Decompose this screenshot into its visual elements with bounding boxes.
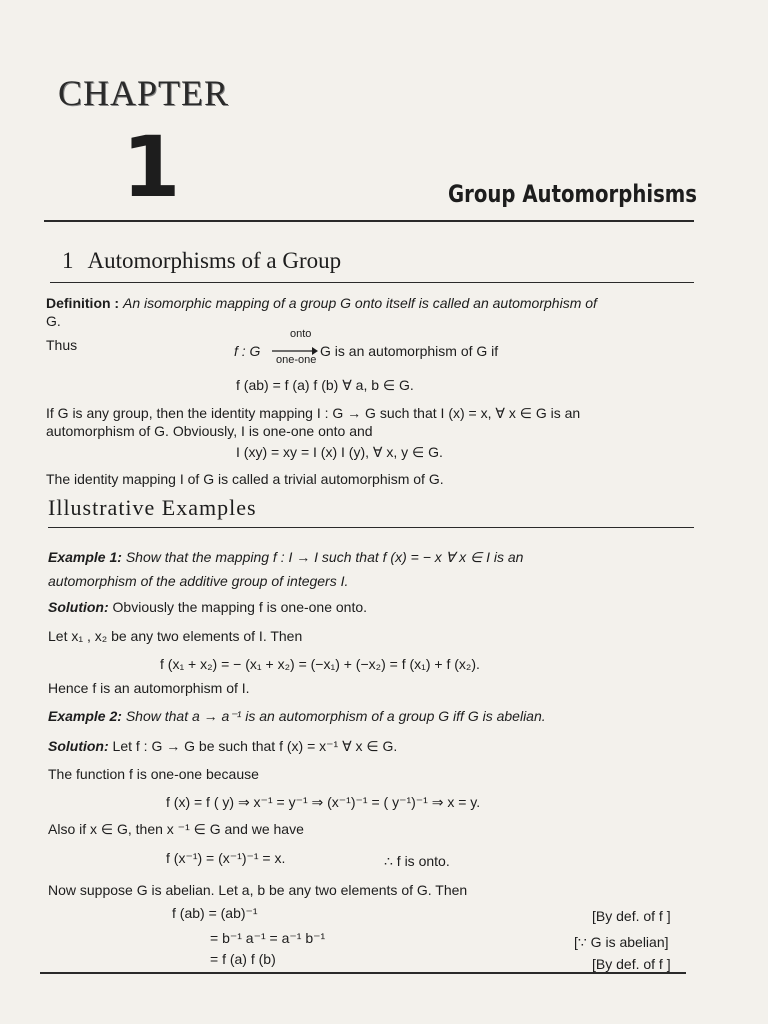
identity-conclusion: The identity mapping I of G is called a trivial automorphism of G. [46,471,444,487]
example-2-onto-formula: f (x⁻¹) = (x⁻¹)⁻¹ = x. [166,850,286,866]
example-2-solution-label: Solution: [48,738,109,754]
illustrative-rule [48,527,694,528]
example-1-let-line: Let x₁ , x₂ be any two elements of I. Then [48,628,303,644]
example-1-label: Example 1: [48,549,122,565]
example-1-text: Show that the mapping f : I → I such that f (x) = − x ∀ x ∈ I is an [125,549,524,565]
arrow-bottom-label: one-one [276,354,317,366]
definition-label: Definition : [46,295,120,311]
example-2-line [48,707,546,725]
example-2-solution [48,737,397,755]
thus-label: Thus [46,337,78,353]
identity-line-1: If G is any group, then the identity mapping I : G → G such that I (x) = x, ∀ x ∈ G is an [46,405,581,421]
example-1-line [48,548,523,566]
identity-formula: I (xy) = xy = I (x) I (y), ∀ x, y ∈ G. [236,444,443,460]
example-1-solution-label: Solution: [48,599,109,615]
proof-step-1: f (ab) = (ab)⁻¹ [172,905,258,921]
definition-text-cont: G. [46,313,61,329]
proof-step-2-reason: [∵ G is abelian] [574,934,669,950]
map-suffix: G is an automorphism of G if [320,343,499,359]
example-1-hence: Hence f is an automorphism of I. [48,680,250,696]
example-1-text-cont: automorphism of the additive group of integers I. [48,573,349,589]
chapter-label: CHAPTER [58,73,230,113]
example-2-label: Example 2: [48,708,122,724]
proof-step-2: = b⁻¹ a⁻¹ = a⁻¹ b⁻¹ [210,930,326,946]
example-2-solution-text: Let f : G → G be such that f (x) = x⁻¹ ∀ x ∈ G. [112,738,398,754]
chapter-title: Group Automorphisms [448,180,698,208]
definition-line [46,294,597,312]
identity-line-2: automorphism of G. Obviously, I is one-one onto and [46,423,373,439]
homomorphism-condition: f (ab) = f (a) f (b) ∀ a, b ∈ G. [236,377,414,393]
section-number: 1 [62,248,74,273]
example-2-oneone-line: The function f is one-one because [48,766,259,782]
definition-text: An isomorphic mapping of a group G onto itself is called an automorphism of [123,295,597,311]
example-2-also-line: Also if x ∈ G, then x ⁻¹ ∈ G and we have [48,821,304,837]
proof-step-3: = f (a) f (b) [210,951,276,967]
footer-rule [40,972,686,974]
example-2-abelian-line: Now suppose G is abelian. Let a, b be any two elements of G. Then [48,882,468,898]
proof-step-3-reason: [By def. of f ] [592,956,671,972]
section-rule [50,282,694,283]
chapter-number: 1 [122,118,181,216]
illustrative-examples-heading: Illustrative Examples [48,495,257,520]
map-prefix: f : G [234,343,261,359]
section-heading [62,248,341,274]
example-1-solution-text: Obviously the mapping f is one-one onto. [112,599,368,615]
example-1-solution [48,598,367,616]
section-title: Automorphisms of a Group [87,248,342,273]
example-2-onto-conclusion: ∴ f is onto. [384,853,450,869]
example-2-text: Show that a → a⁻¹ is an automorphism of a group G iff G is abelian. [125,708,546,724]
example-2-oneone-formula: f (x) = f ( y) ⇒ x⁻¹ = y⁻¹ ⇒ (x⁻¹)⁻¹ = ( y⁻¹)⁻¹ ⇒ x = y. [166,794,481,810]
example-1-formula: f (x₁ + x₂) = − (x₁ + x₂) = (−x₁) + (−x₂) = f (x₁) + f (x₂). [160,656,480,672]
arrow-top-label: onto [290,328,312,340]
proof-step-1-reason: [By def. of f ] [592,908,671,924]
chapter-rule [44,220,694,222]
